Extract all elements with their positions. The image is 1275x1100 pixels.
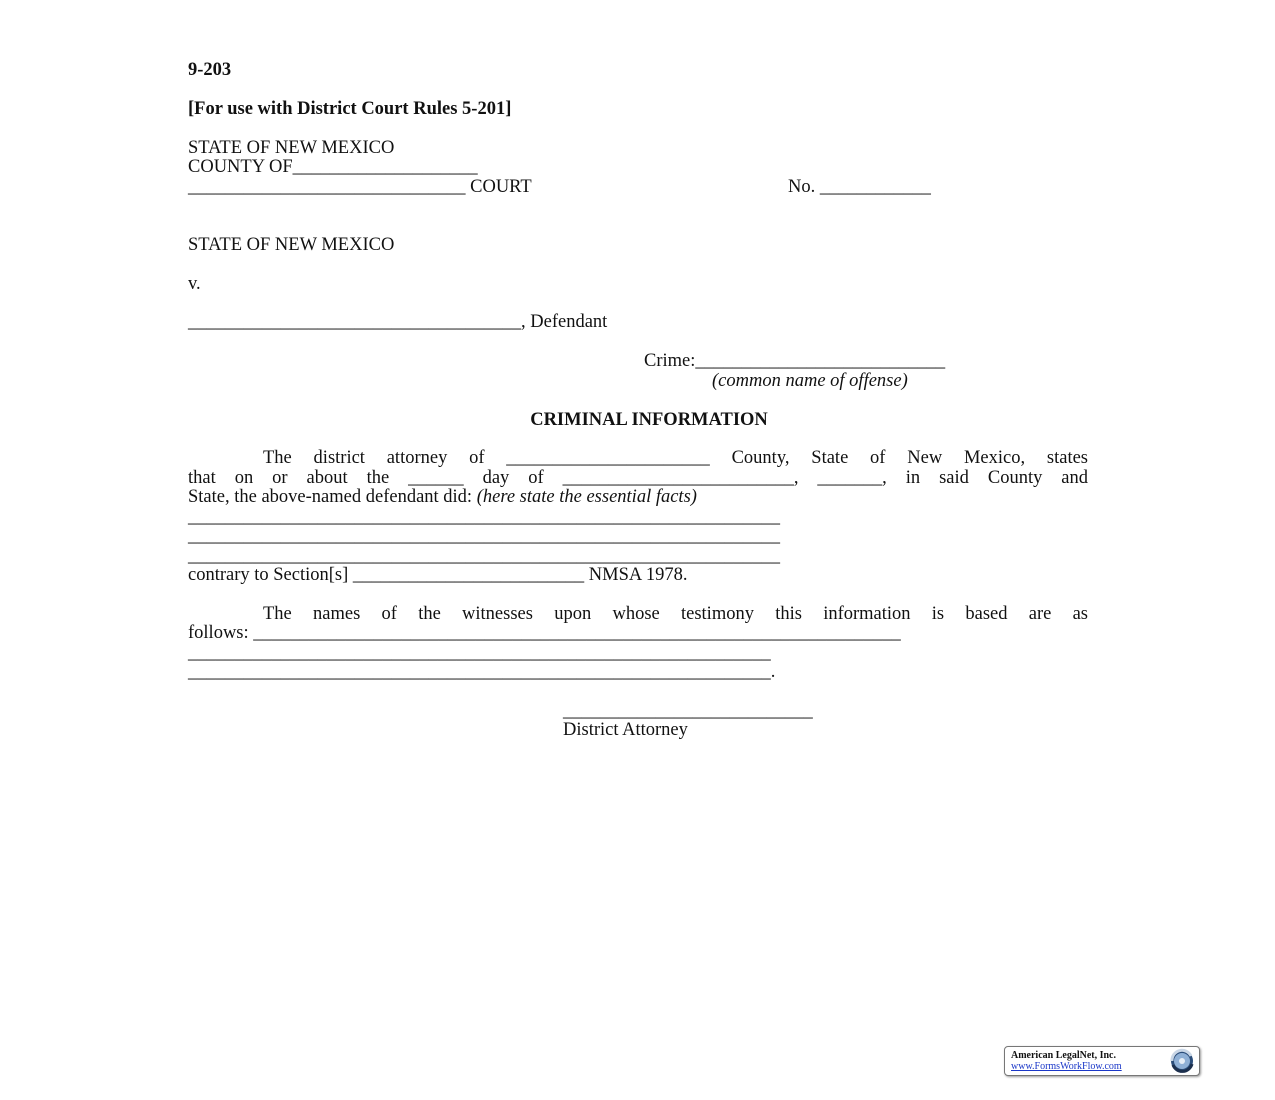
facts-line: ________________________________________________________________: [188, 546, 780, 566]
paragraph-2-line-1: The names of the witnesses upon whose testimony this information is based are as: [263, 604, 1088, 624]
caption-county: COUNTY OF____________________: [188, 157, 478, 177]
paragraph-2-line-2: follows: ______________________________________________________________________: [188, 623, 901, 643]
badge-url-link[interactable]: www.FormsWorkFlow.com: [1011, 1061, 1122, 1072]
form-number: 9-203: [188, 60, 232, 80]
badge-company: American LegalNet, Inc.: [1011, 1050, 1116, 1061]
american-legalnet-badge[interactable]: [1004, 1046, 1200, 1076]
facts-line: ________________________________________________________________: [188, 526, 780, 546]
signature-line: ___________________________: [563, 701, 813, 721]
paragraph-1-line-1: The district attorney of ______________________ County, State of New Mexico, states: [263, 448, 1088, 468]
paragraph-1-line-3: [188, 487, 697, 507]
paragraph-1-text: State, the above-named defendant did:: [188, 487, 477, 507]
signature-label: District Attorney: [563, 720, 688, 740]
paragraph-1-line-2: that on or about the ______ day of _________________________, _______, in said County and: [188, 468, 1088, 488]
versus: v.: [188, 274, 201, 294]
caption-court: ______________________________ COURT: [188, 177, 532, 197]
plaintiff: STATE OF NEW MEXICO: [188, 235, 395, 255]
defendant-line: ____________________________________, Defendant: [188, 312, 608, 332]
caption-state: STATE OF NEW MEXICO: [188, 138, 395, 158]
rule-note: [For use with District Court Rules 5-201]: [188, 99, 512, 119]
case-number: No. ____________: [788, 177, 931, 197]
crime-line: Crime:___________________________: [644, 351, 946, 371]
globe-logo-icon: [1163, 1048, 1197, 1074]
facts-line: ________________________________________________________________: [188, 507, 780, 527]
paragraph-2-line-3: _______________________________________________________________: [188, 643, 771, 663]
section-line: contrary to Section[s] _________________________ NMSA 1978.: [188, 565, 688, 585]
crime-hint: (common name of offense): [712, 371, 908, 391]
paragraph-2-line-4: _______________________________________________________________.: [188, 662, 776, 682]
essential-facts-hint: (here state the essential facts): [476, 487, 697, 507]
document-title: CRIMINAL INFORMATION: [530, 410, 768, 430]
